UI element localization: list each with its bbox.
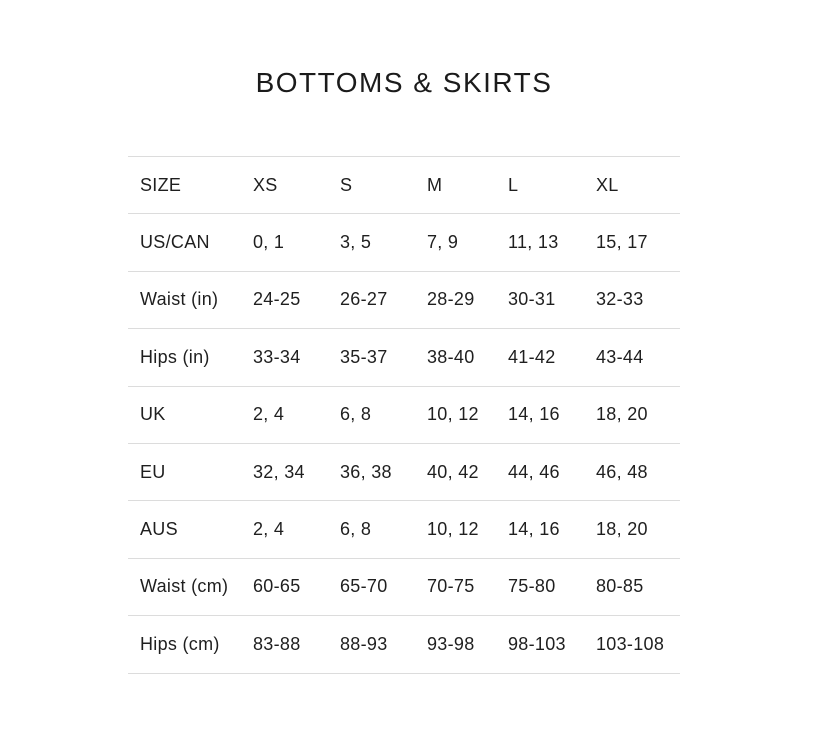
table-row [128,616,680,673]
header-cell-xl: XL [596,174,619,195]
size-value-cell: 40, 42 [427,461,479,482]
table-row [128,443,680,500]
size-value-cell: 70-75 [427,576,475,597]
size-value-cell: 2, 4 [253,519,285,540]
size-value-cell: 38-40 [427,346,475,367]
size-value-cell: 75-80 [508,576,556,597]
row-label: Hips (cm) [140,633,220,654]
header-cell-l: L [508,174,519,195]
size-value-cell: 98-103 [508,633,566,654]
size-value-cell: 6, 8 [340,404,372,425]
size-value-cell: 30-31 [508,289,556,310]
size-value-cell: 46, 48 [596,461,648,482]
table-row [128,558,680,615]
size-value-cell: 14, 16 [508,404,560,425]
size-value-cell: 32-33 [596,289,644,310]
row-label: US/CAN [140,232,210,253]
size-value-cell: 88-93 [340,633,388,654]
size-value-cell: 10, 12 [427,404,479,425]
size-value-cell: 41-42 [508,346,556,367]
row-label: Hips (in) [140,346,210,367]
size-value-cell: 60-65 [253,576,301,597]
size-value-cell: 83-88 [253,633,301,654]
size-value-cell: 35-37 [340,346,388,367]
page-title: BOTTOMS & SKIRTS [255,67,553,98]
size-value-cell: 26-27 [340,289,388,310]
size-value-cell: 7, 9 [427,232,459,253]
size-value-cell: 11, 13 [508,232,559,253]
size-value-cell: 93-98 [427,633,475,654]
size-value-cell: 18, 20 [596,404,648,425]
header-cell-xs: XS [253,174,278,195]
size-value-cell: 65-70 [340,576,388,597]
size-value-cell: 24-25 [253,289,301,310]
table-row [128,501,680,558]
row-label: AUS [140,519,178,540]
row-label: UK [140,404,166,425]
header-cell-size: SIZE [140,174,182,195]
size-value-cell: 36, 38 [340,461,392,482]
row-label: EU [140,461,166,482]
size-value-cell: 2, 4 [253,404,285,425]
size-value-cell: 44, 46 [508,461,560,482]
table-row [128,329,680,386]
size-value-cell: 6, 8 [340,519,372,540]
header-cell-s: S [340,174,353,195]
size-value-cell: 18, 20 [596,519,648,540]
table-header-row [128,157,680,214]
size-chart-table [128,156,680,674]
table-row [128,271,680,328]
size-value-cell: 33-34 [253,346,301,367]
size-value-cell: 43-44 [596,346,644,367]
size-value-cell: 15, 17 [596,232,648,253]
header-cell-m: M [427,174,443,195]
size-value-cell: 3, 5 [340,232,372,253]
row-label: Waist (in) [140,289,219,310]
table-row [128,386,680,443]
size-value-cell: 103-108 [596,633,665,654]
size-value-cell: 28-29 [427,289,475,310]
table-row [128,214,680,271]
size-value-cell: 32, 34 [253,461,305,482]
row-label: Waist (cm) [140,576,229,597]
size-value-cell: 0, 1 [253,232,285,253]
size-value-cell: 14, 16 [508,519,560,540]
size-value-cell: 80-85 [596,576,644,597]
size-value-cell: 10, 12 [427,519,479,540]
